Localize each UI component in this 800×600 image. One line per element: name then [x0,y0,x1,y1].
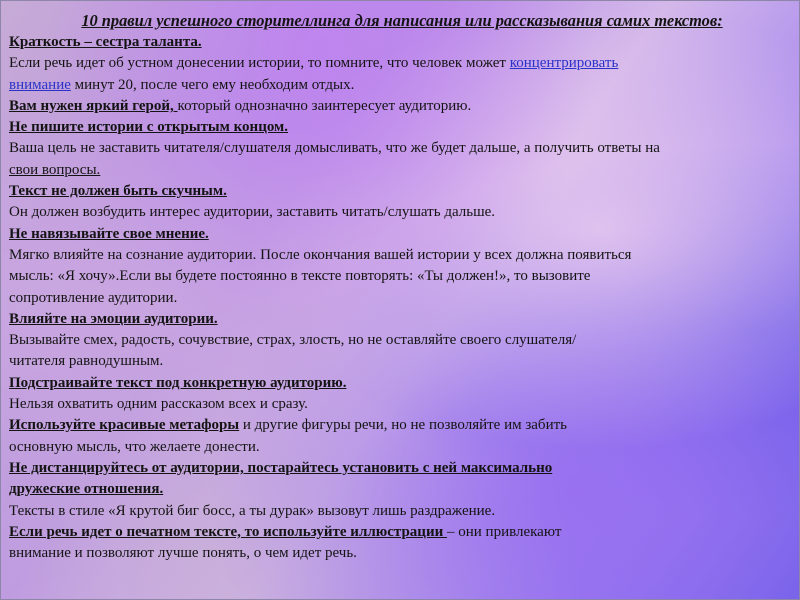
rule-4-text-line [9,202,795,223]
rule-4-text: Он должен возбудить интерес аудитории, заставить читать/слушать дальше. [9,204,496,221]
rule-2-line [9,96,795,117]
rule-4-heading: Текст не должен быть скучным. [9,183,227,200]
rule-8-text-2: основную мысль, что желаете донести. [9,438,260,455]
rule-9-heading-line-2 [9,479,795,500]
rule-3-text-end: свои вопросы. [9,161,101,178]
rule-5-text-3: сопротивление аудитории. [9,289,178,306]
rule-3-text: Ваша цель не заставить читателя/слушателя домысливать, что же будет дальше, а получить ответы на [9,140,660,157]
rule-6-text-line-2 [9,351,795,372]
rule-10-text: – они привлекают [446,523,562,540]
rule-1-heading-line [9,32,795,53]
rule-7-heading: Подстраивайте текст под конкретную аудиторию. [9,374,347,391]
rule-7-heading-line [9,373,795,394]
rule-7-text-line [9,394,795,415]
rule-5-text: Мягко влияйте на сознание аудитории. После окончания вашей истории у всех должна появиться [9,246,632,263]
concentrate-link[interactable]: концентрировать [509,55,619,72]
rule-5-text-line-1 [9,245,795,266]
rule-1-text: Если речь идет об устном донесении истории, то помните, что человек может [9,55,510,72]
rule-1-text-end: минут 20, после чего ему необходим отдых. [70,76,355,93]
slide-title: 10 правил успешного сторителлинга для написания или рассказывания самих текстов: [81,11,723,30]
rule-5-heading: Не навязывайте свое мнение. [9,225,209,242]
rule-8-text: и другие фигуры речи, но не позволяйте им забить [239,417,567,434]
rule-9-heading-line-1 [9,458,795,479]
rule-2-heading: Вам нужен яркий герой, [9,97,178,114]
rule-1-text-line-1 [9,53,795,74]
rule-9-text: Тексты в стиле «Я крутой биг босс, а ты дурак» вызовут лишь раздражение. [9,502,496,519]
rule-1-heading: Краткость – сестра таланта. [9,34,202,50]
rule-6-heading: Влияйте на эмоции аудитории. [9,310,218,327]
rule-2-text: который однозначно заинтересует аудиторию. [177,97,472,114]
attention-link[interactable]: внимание [9,76,71,93]
rule-5-heading-line [9,224,795,245]
rule-9-heading-2: дружеские отношения. [9,481,164,498]
rule-6-text-2: читателя равнодушным. [9,353,164,370]
slide-content [9,11,795,564]
rule-8-heading: Используйте красивые метафоры [9,417,240,434]
rule-10-text-2: внимание и позволяют лучше понять, о чем идет речь. [9,545,357,562]
rule-8-line-1 [9,415,795,436]
rule-10-line-2 [9,543,795,564]
rule-3-text-line-2 [9,160,795,181]
rule-10-heading: Если речь идет о печатном тексте, то используйте иллюстрации [9,523,447,540]
rule-3-heading-line [9,117,795,138]
rule-6-text: Вызывайте смех, радость, сочувствие, страх, злость, но не оставляйте своего слушателя/ [9,332,577,349]
rule-9-text-line [9,501,795,522]
rule-5-text-line-2 [9,266,795,287]
rule-8-line-2 [9,437,795,458]
rule-4-heading-line [9,181,795,202]
rule-6-text-line-1 [9,330,795,351]
rule-5-text-2: мысль: «Я хочу».Если вы будете постоянно в тексте повторять: «Ты должен!», то вызовите [9,268,591,285]
rule-6-heading-line [9,309,795,330]
rule-7-text: Нельзя охватить одним рассказом всех и сразу. [9,396,308,413]
rule-3-text-line-1 [9,138,795,159]
rule-10-line-1 [9,522,795,543]
rule-1-text-line-2 [9,75,795,96]
rule-3-heading: Не пишите истории с открытым концом. [9,119,289,136]
rule-5-text-line-3 [9,288,795,309]
rule-9-heading: Не дистанцируйтесь от аудитории, постарайтесь установить с ней максимально [9,459,553,476]
